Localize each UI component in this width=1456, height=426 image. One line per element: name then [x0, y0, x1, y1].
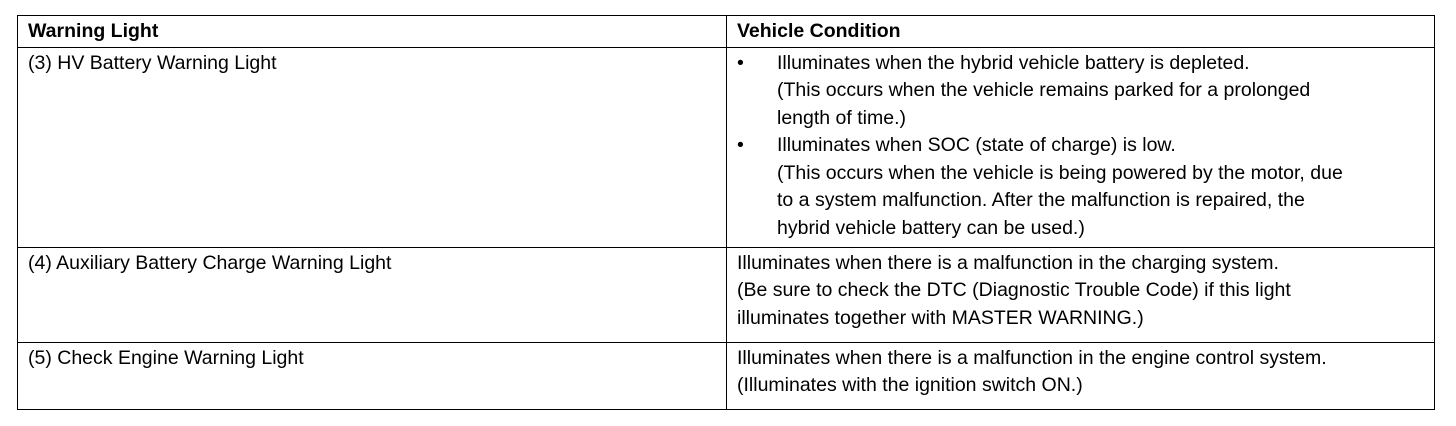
condition-note-line: (This occurs when the vehicle remains parked for a prolonged [777, 79, 1311, 101]
bullet-marker: • [737, 51, 744, 74]
condition-bullet-list [737, 50, 1424, 243]
warning-light-name: (4) Auxiliary Battery Charge Warning Light [18, 247, 727, 342]
condition-note-line: to a system malfunction. After the malfunction is repaired, the [777, 189, 1305, 211]
condition-text: Illuminates when there is a malfunction in the engine control system. [737, 346, 1327, 369]
table-header-row [18, 16, 1435, 48]
vehicle-condition-cell [727, 47, 1435, 247]
table-row [18, 47, 1435, 247]
warning-light-name: (5) Check Engine Warning Light [18, 342, 727, 409]
condition-text: Illuminates when SOC (state of charge) is low. [777, 134, 1176, 156]
condition-note-line: (Be sure to check the DTC (Diagnostic Trouble Code) if this light [737, 279, 1291, 301]
condition-note-line: hybrid vehicle battery can be used.) [777, 216, 1085, 239]
bullet-marker: • [737, 134, 744, 156]
column-header-warning-light: Warning Light [18, 16, 727, 48]
table-row [18, 342, 1435, 409]
vehicle-condition-cell [727, 342, 1435, 409]
condition-note-line: length of time.) [777, 106, 906, 129]
list-item [737, 132, 1424, 242]
warning-light-name: (3) HV Battery Warning Light [18, 47, 727, 247]
table-row [18, 247, 1435, 342]
condition-note-line: illuminates together with MASTER WARNING.) [737, 306, 1144, 329]
condition-note-line: (This occurs when the vehicle is being powered by the motor, due [777, 161, 1343, 184]
list-item [737, 50, 1424, 133]
condition-note-line: (Illuminates with the ignition switch ON.) [737, 374, 1083, 396]
condition-text: Illuminates when there is a malfunction in the charging system. [737, 251, 1279, 274]
column-header-vehicle-condition: Vehicle Condition [727, 16, 1435, 48]
vehicle-condition-cell [727, 247, 1435, 342]
warning-light-table [17, 15, 1435, 410]
condition-text: Illuminates when the hybrid vehicle battery is depleted. [777, 51, 1250, 74]
